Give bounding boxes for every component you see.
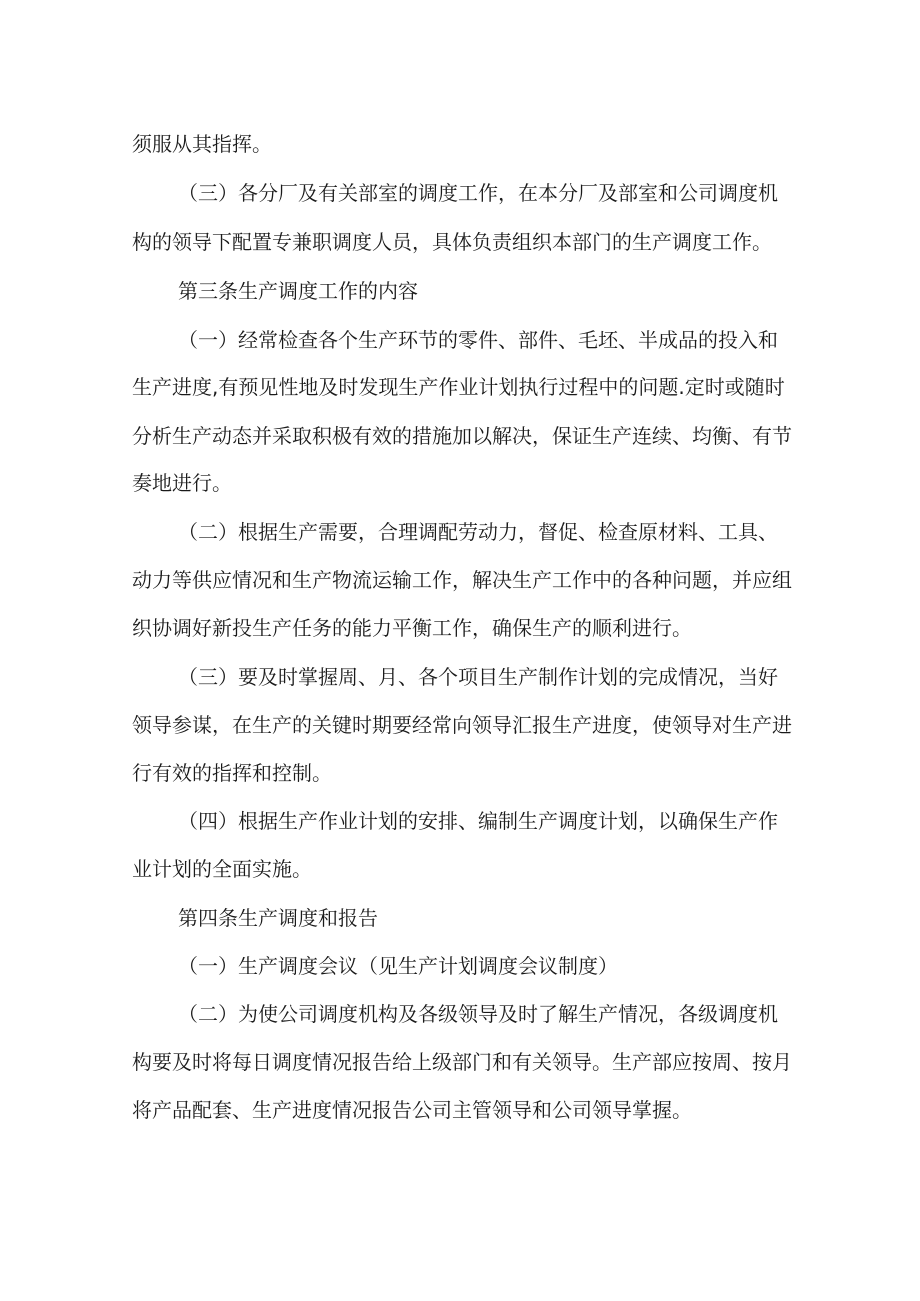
paragraph-line: 将产品配套、生产进度情况报告公司主管领导和公司领导掌握。 [132, 1098, 692, 1122]
paragraph-line: 须服从其指挥。 [132, 132, 272, 156]
paragraph-line: （三）各分厂及有关部室的调度工作，在本分厂及部室和公司调度机 [178, 181, 778, 205]
paragraph-line: 分析生产动态并采取积极有效的措施加以解决，保证生产连续、均衡、有节 [132, 424, 792, 448]
paragraph-line: （一）经常检查各个生产环节的零件、部件、毛坯、半成品的投入和 [178, 328, 778, 352]
paragraph-line: 生产进度,有预见性地及时发现生产作业计划执行过程中的问题.定时或随时 [132, 375, 785, 399]
paragraph-line: （二）根据生产需要，合理调配劳动力，督促、检查原材料、工具、 [178, 520, 778, 544]
paragraph-line: 动力等供应情况和生产物流运输工作，解决生产工作中的各种问题，并应组 [132, 568, 792, 592]
paragraph-line: （一）生产调度会议（见生产计划调度会议制度） [178, 954, 618, 978]
paragraph-line: （三）要及时掌握周、月、各个项目生产制作计划的完成情况，当好 [178, 665, 778, 689]
section-heading: 第四条生产调度和报告 [178, 906, 378, 930]
paragraph-line: 构要及时将每日调度情况报告给上级部门和有关领导。生产部应按周、按月 [132, 1050, 792, 1074]
section-heading: 第三条生产调度工作的内容 [178, 279, 418, 303]
paragraph-line: （四）根据生产作业计划的安排、编制生产调度计划，以确保生产作 [178, 809, 778, 833]
paragraph-line: 奏地进行。 [132, 471, 232, 495]
paragraph-line: 业计划的全面实施。 [132, 857, 312, 881]
paragraph-line: 行有效的指挥和控制。 [132, 761, 332, 785]
paragraph-line: 领导参谋，在生产的关键时期要经常向领导汇报生产进度，使领导对生产进 [132, 713, 792, 737]
paragraph-line: 织协调好新投生产任务的能力平衡工作，确保生产的顺利进行。 [132, 616, 692, 640]
paragraph-line: （二）为使公司调度机构及各级领导及时了解生产情况，各级调度机 [178, 1002, 778, 1026]
paragraph-line: 构的领导下配置专兼职调度人员，具体负责组织本部门的生产调度工作。 [132, 230, 772, 254]
